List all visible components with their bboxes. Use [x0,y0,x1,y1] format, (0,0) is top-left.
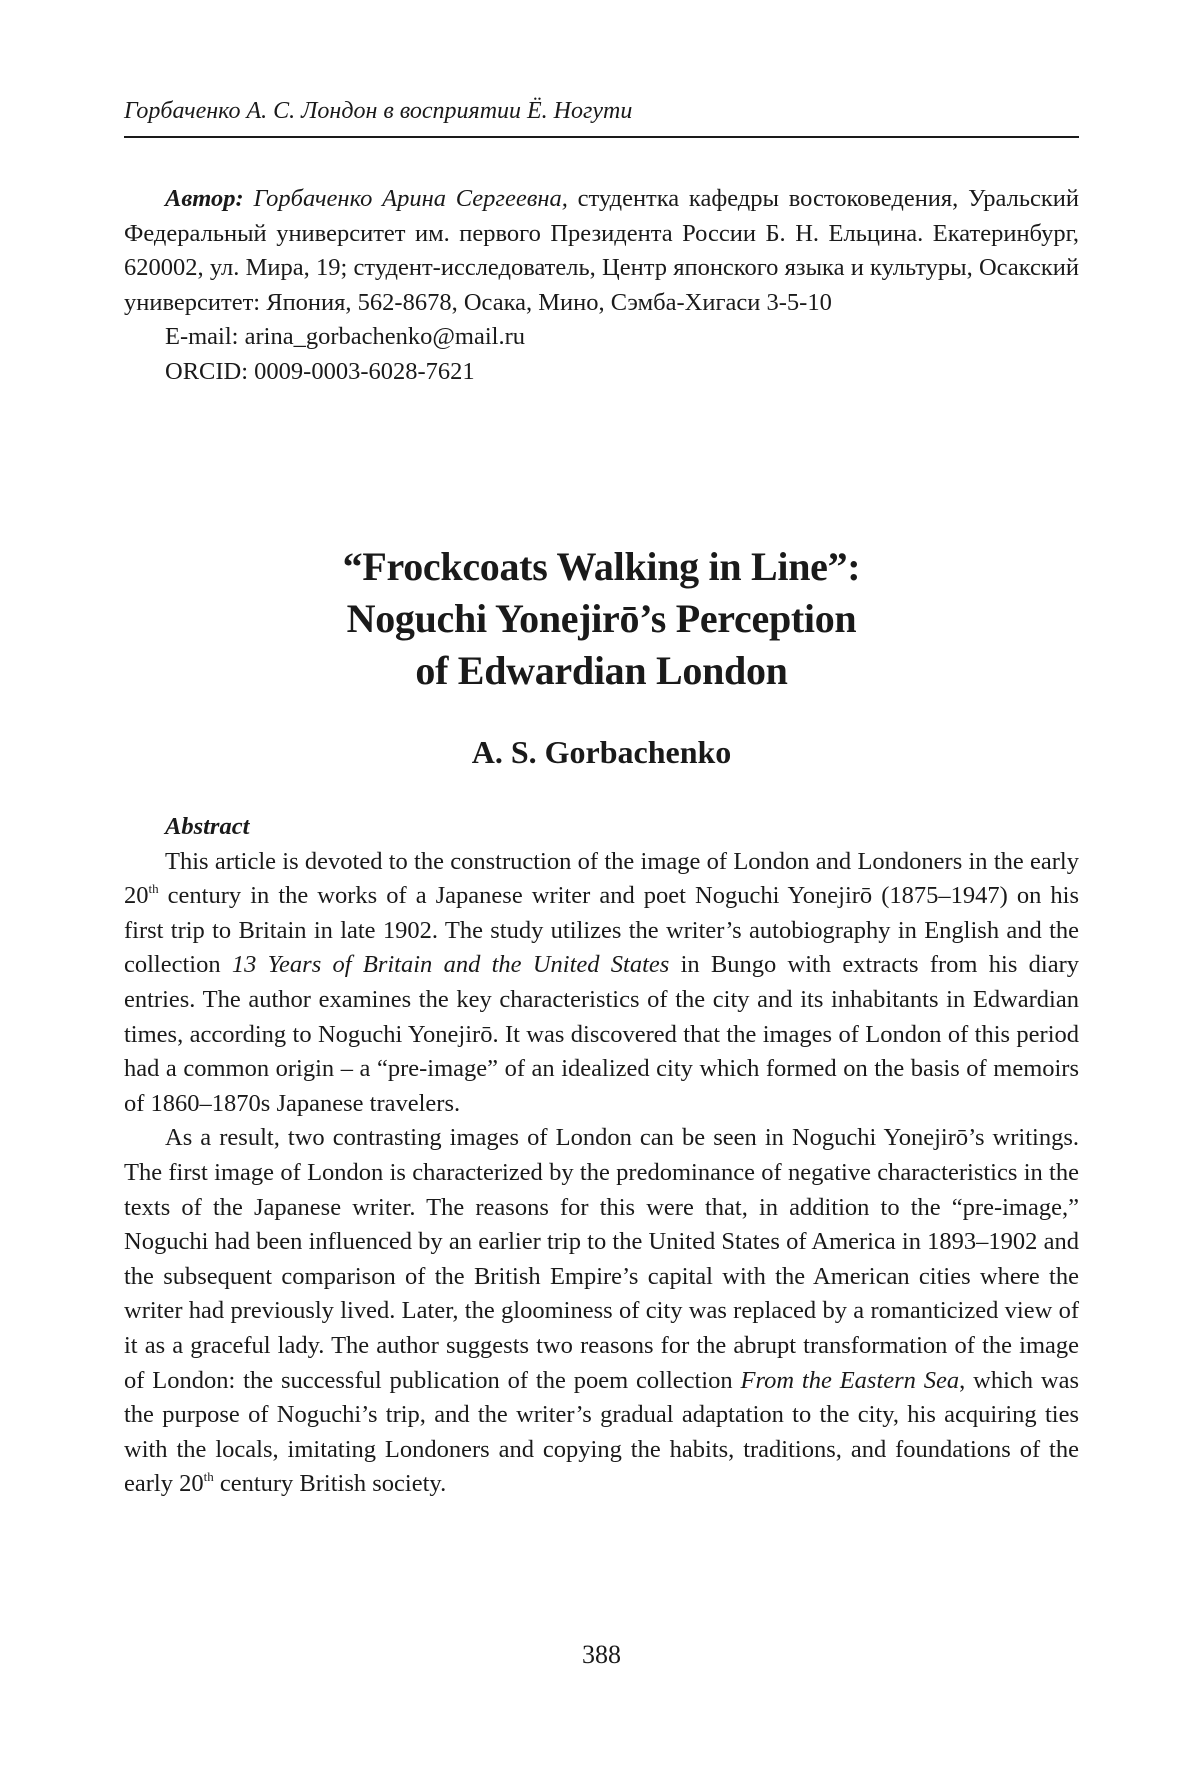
abstract-paragraph-2 [124,1121,1079,1502]
work-title: 13 Years of Britain and the United States [232,951,669,978]
abstract [124,810,1079,1502]
author-name: Горбаченко Арина Сергеевна, [253,185,567,212]
article-title [124,541,1079,697]
abstract-text: This article is devoted to the construction of the image of London and Londoners in the early 20 [124,848,1079,910]
author-affiliation: студентка кафедры востоковедения, Уральский Федеральный университет им. первого Президента России Б. Н. Ельцина. Екатеринбург, 620002, ул. Мира, 19; студент-исследователь, Центр японского языка и культуры, Осакский университет: Япония, 562-8678, Осака, Мино, Сэмба-Хигаси 3-5-10 [124,185,1079,316]
running-head: Горбаченко А. С. Лондон в восприятии Ё. Ногути [124,96,1079,138]
superscript: th [204,1469,214,1484]
title-line-3: of Edwardian London [124,645,1079,697]
abstract-paragraph-1 [124,845,1079,1122]
author-info [124,182,1079,390]
abstract-text: As a result, two contrasting images of London can be seen in Noguchi Yonejirō’s writings. The first image of London is characterized by the predominance of negative characteristics in the texts of the Japanese writer. The reasons for this were that, in addition to the “pre-image,” Noguchi had been influenced by an earlier trip to the United States of America in 1893–1902 and the subsequent comparison of the British Empire’s capital with the American cities where the writer had previously lived. Later, the gloominess of city was replaced by a romanticized view of it as a graceful lady. The author suggests two reasons for the abrupt transformation of the image of London: the successful publication of the poem collection [124,1124,1079,1393]
abstract-text: in Bungo with extracts from his diary entries. The author examines the key characteristics of the city and its inhabitants in Edwardian times, according to Noguchi Yonejirō. It was discovered that the images of London of this period had a common origin – a “pre-image” of an idealized city which formed on the basis of memoirs of 1860–1870s Japanese travelers. [124,951,1079,1116]
work-title: From the Eastern Sea [740,1367,959,1394]
abstract-text: century British society. [214,1470,446,1497]
abstract-text: , which was the purpose of Noguchi’s trip, and the writer’s gradual adaptation to the city, his acquiring ties with the locals, imitating Londoners and copying the habits, traditions, and foundations of the early 20 [124,1367,1079,1498]
abstract-text: century in the works of a Japanese writer and poet Noguchi Yonejirō (1875–1947) on his first trip to Britain in late 1902. The study utilizes the writer’s autobiography in English and the collection [124,882,1079,978]
author-orcid: ORCID: 0009-0003-6028-7621 [124,355,1079,390]
title-line-1: “Frockcoats Walking in Line”: [124,541,1079,593]
author-label: Автор: [165,185,244,212]
abstract-heading: Abstract [124,810,1079,845]
superscript: th [149,881,159,896]
journal-page [124,0,1079,1780]
author-byline: A. S. Gorbachenko [124,732,1079,772]
title-line-2: Noguchi Yonejirō’s Perception [124,593,1079,645]
author-email: E-mail: arina_gorbachenko@mail.ru [124,320,1079,355]
author-affiliation-paragraph [124,182,1079,320]
page-number: 388 [124,1640,1079,1670]
